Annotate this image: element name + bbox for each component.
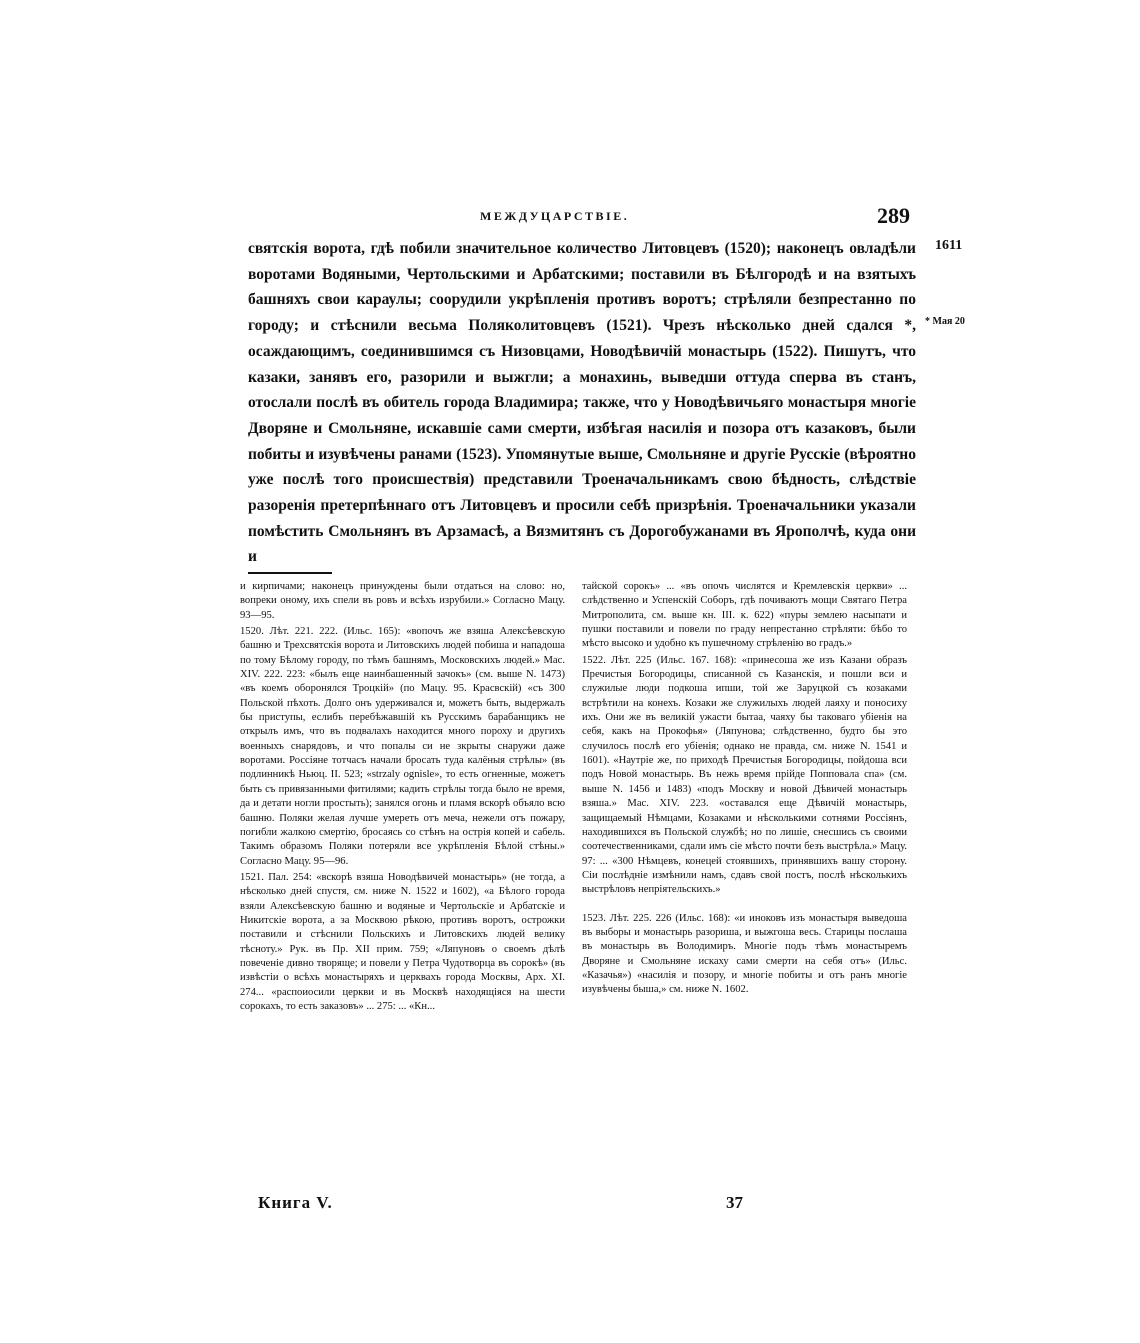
footnote-1523: 1523. Лѣт. 225. 226 (Ильс. 168): «и иноковъ изъ монастыря выведоша въ выборы и монастырь разориша, и выжгоша весь. Старицы послаша въ монастырь въ Володимиръ. Многіе подъ тѣмъ монастыремъ Дворяне и Смольняне искаху сами смерти на себя отъ» (Ильс. «Казачья») «насилія и позору, и многіе побиты и отъ ранъ многіе изувѣчены быша,» см. ниже N. 1602. bbox=[582, 912, 907, 996]
margin-date: * Мая 20 bbox=[925, 316, 965, 327]
footnotes-left-column bbox=[240, 580, 565, 1016]
footnote-rule bbox=[248, 572, 332, 574]
page-footer bbox=[258, 1193, 918, 1217]
main-text: святскія ворота, гдѣ побили значительное количество Литовцевъ (1520); наконецъ овладѣли воротами Водяными, Чертольскими и Арбатскими; поставили въ Бѣлгородѣ и на взятыхъ башняхъ свои караулы; соорудили укрѣпленія противъ воротъ; стрѣляли безпрестанно по городу; и стѣснили весьма Поляколитовцевъ (1521). Чрезъ нѣсколько дней сдался *, осаждающимъ, соединившимся съ Низовцами, Новодѣвичій монастырь (1522). Пишутъ, что казаки, занявъ его, разорили и выжгли; а монахинь, выведши оттуда сперва въ станъ, отослали послѣ въ обитель города Владимира; также, что у Новодѣвичьяго монастыря многіе Дворяне и Смольняне, искавшіе сами смерти, избѣгая насилія и позора отъ казаковъ, были побиты и изувѣчены ранами (1523). Упомянутые выше, Смольняне и другіе Русскіе (вѣроятно уже послѣ того происшествія) представили Троеначальникамъ свою бѣдность, слѣдствіе разоренія претерпѣннаго отъ Литовцевъ и просили себѣ призрѣнія. Троеначальники указали помѣстить Смольнянъ въ Арзамасѣ, а Вязмитянъ съ Дорогобужанами въ Ярополчѣ, куда они и bbox=[248, 240, 916, 566]
footnotes-right-column bbox=[582, 580, 907, 1000]
running-head: МЕЖДУЦАРСТВІЕ. bbox=[480, 209, 630, 223]
footnote-1521: 1521. Пал. 254: «вскорѣ взяша Новодѣвичей монастырь» (не тогда, а нѣсколько дней спустя, см. ниже N. 1522 и 1602), «а Бѣлого города взяли Алексѣевскую башню и водяные и Чертольскіе и Арбатскіе и Никитскіе ворота, а за Москвою рѣкою, противъ воротъ, острожки поставили и стѣснили Польскихъ и Литовскихъ людей велику тѣсноту.» Рук. въ Пр. XII прим. 759; «Ляпуновъ о своемъ дѣлѣ повеченіе дивно творяще; и повели у Петра Чудотворца въ сорокѣ» (въ извѣстіи о всѣхъ монастыряхъ и церквахъ города Москвы, Арх. XI. 274... «распоиосили церкви и въ Москвѣ находящіяся на шести сорокахъ, то есть заказовъ» ... 275: ... «Кн... bbox=[240, 871, 565, 1012]
footnote-continuation-right: тайской сорокъ» ... «въ опочъ числятся и Кремлевскія церкви» ... слѣдственно и Успенскій Соборъ, гдѣ почиваютъ мощи Святаго Петра Митрополита, см. выше кн. III. к. 622) «пуры землею насыпати и пушки поставили и повели по граду непрестанно стрѣляти: бѣбо то мѣсто высоко и удобно къ пушечному стрѣленію во градъ.» bbox=[582, 581, 907, 650]
margin-year: 1611 bbox=[935, 238, 963, 253]
footnote-1520: 1520. Лѣт. 221. 222. (Ильс. 165): «вопочъ же взяша Алексѣевскую башню и Трехсвятскія ворота и Литовскихъ людей побиша и нападоша по тому Бѣлому городу, по тѣмъ башнямъ, Московскихъ людей.» Маc. XIV. 222. 223: «былъ еще наинбашенный зачокъ» (см. выше N. 1473) «въ коемъ оборонялся Троцкій» (по Мацу. 95. Красвскій) «съ 300 Польской пѣхоть. Долго онъ удерживался и, можетъ быть, выдержалъ бы приступы, еслибъ перебѣжавшій къ Русскимъ барабанщикъ не открылъ имъ, что въ подвалахъ находится много пороху и другихъ военныхъ снарядовъ, и что попалы си не зкрыты снаружи даже воротами. Россіяне тотчасъ начали бросать туда калёныя стрѣлы» (въ подлинникѣ Ньюц. II. 523; «strzaly ognisle», то есть огненные, можетъ быть съ привязанными фитилями; кадить стрѣлы тогда было не время, да и детати ногли простыть); занялся огонь и пламя вскорѣ объяло всю башню. Поляки желая лучше умереть отъ меча, нежели отъ пожару, погибли жалкою смертію, бросаясь со стѣнъ на острія копей и сабель. Такимъ образомъ Поляки потеряли все укрѣпленія Бѣлой стѣны.» Согласно Мацу. 95—96. bbox=[240, 626, 565, 867]
page-number: 289 bbox=[877, 203, 910, 228]
sheet-number: 37 bbox=[726, 1193, 743, 1212]
footnotes bbox=[240, 580, 910, 1190]
page-header bbox=[250, 203, 910, 235]
footnote-1522: 1522. Лѣт. 225 (Ильс. 167. 168): «принесоша же изъ Казани образъ Пречистыя Богородицы, списанной съ Казанскія, и пошли вси и служилые люди подкоша ипши, той же Заруцкой съ козаками встрѣтили на конехъ. Козаки же служилыхъ людей лаяху и поносиху ихъ. Они же въ великій ужасти бытаа, чаяху бы таковаго убіенія на себя, какъ на Прокофья» (Ляпунова; слѣдственно, будто бы это случилось послѣ его убіенія; однако не правда, см. ниже N. 1541 и 1601). «Наутріе же, по приходѣ Пречистыя Богородицы, пойдоша вси подъ Новой монастырь. Въ нежь время прійде Попповала спа» (см. выше N. 1456 и 1483) «подъ Москву и новой Дѣвичей монастырь взяша.» Мас. XIV. 223. «оставался еще Дѣвичій монастырь, защищаемый Нѣмцами, Козаками и нѣсколькими сотнями Россіянъ, находившихся въ Польской службѣ; но по лишіе, снесшись съ своими соотечественниками, сдали имъ сіе мѣсто почти безъ выстрѣла.» Мацу. 97: ... «300 Нѣмцевъ, конецей стоявшихъ, принявшихъ вашу сторону. Сіи послѣдніе измѣнили намъ, сдавъ свой постъ, послѣ нѣсколькихъ выстрѣловъ непріятельскихъ.» bbox=[582, 654, 907, 896]
book-signature: Книга V. bbox=[258, 1193, 333, 1212]
footnote-continuation: и кирпичами; наконецъ принуждены были отдаться на слово: но, вопреки оному, ихъ спели въ ровъ и всѣхъ изрубили.» Согласно Мацу. 93—95. bbox=[240, 581, 565, 621]
